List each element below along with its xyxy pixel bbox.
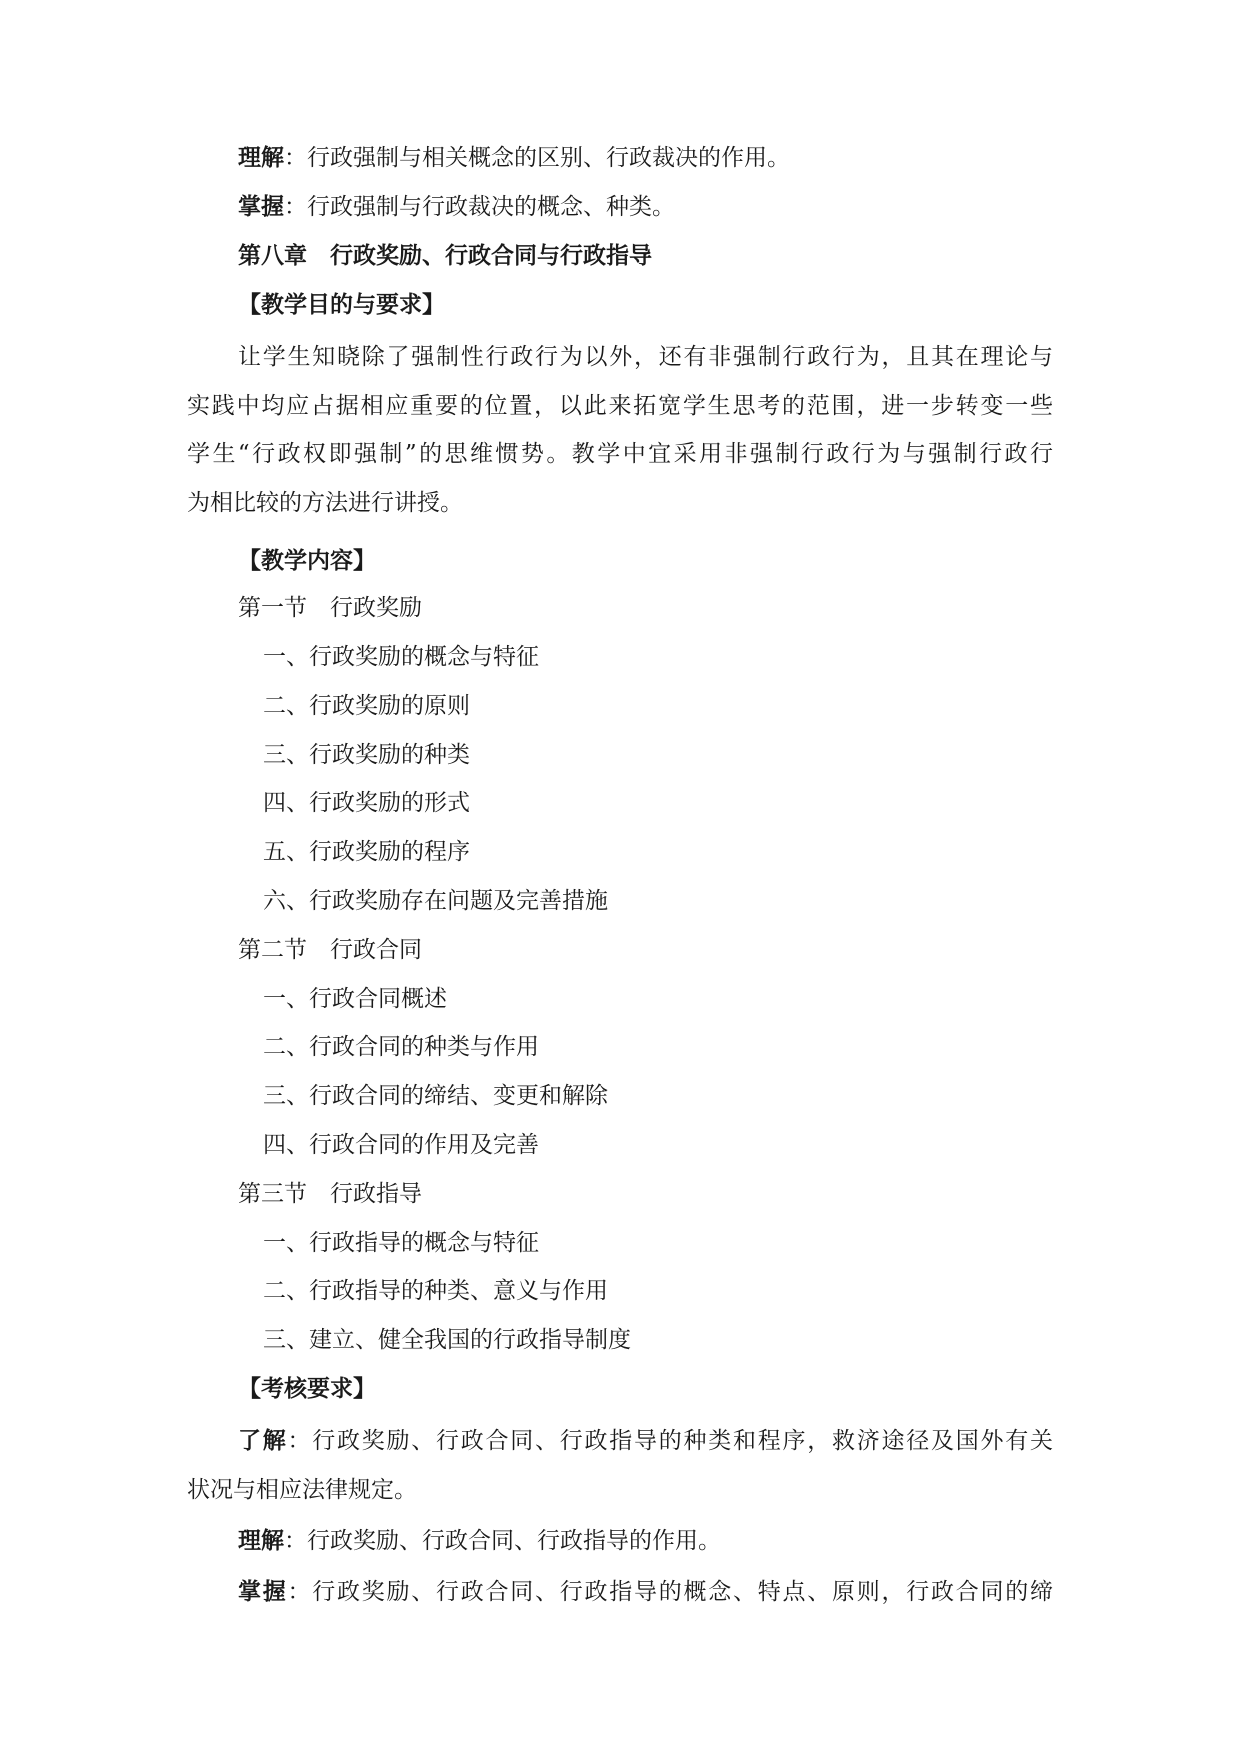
section-title: 第三节 行政指导	[238, 1181, 422, 1207]
know-colon: ：	[287, 1428, 313, 1454]
assessment-master-label: 掌握	[238, 1579, 288, 1605]
purpose-line-1: 让学生知晓除了强制性行政行为以外，还有非强制行政行为，且其在理论与	[238, 344, 1053, 370]
purpose-heading: 【教学目的与要求】	[238, 292, 445, 318]
list-item: 三、行政奖励的种类	[263, 742, 470, 768]
section-title: 第二节 行政合同	[238, 937, 422, 963]
master-label: 掌握	[238, 194, 284, 220]
list-item: 一、行政指导的概念与特征	[263, 1230, 539, 1256]
purpose-line-2: 实践中均应占据相应重要的位置，以此来拓宽学生思考的范围，进一步转变一些	[187, 393, 1053, 419]
assessment-understand	[238, 1526, 721, 1556]
assessment-understand-text: 行政奖励、行政合同、行政指导的作用。	[307, 1528, 721, 1554]
understand-text: 行政强制与相关概念的区别、行政裁决的作用。	[307, 145, 790, 171]
list-item: 二、行政合同的种类与作用	[263, 1034, 539, 1060]
list-item: 四、行政合同的作用及完善	[263, 1132, 539, 1158]
list-item: 三、建立、健全我国的行政指导制度	[263, 1327, 631, 1353]
list-item: 四、行政奖励的形式	[263, 790, 470, 816]
assessment-understand-colon: ：	[284, 1528, 307, 1554]
understand-colon: ：	[284, 145, 307, 171]
list-item: 一、行政奖励的概念与特征	[263, 644, 539, 670]
list-item: 二、行政指导的种类、意义与作用	[263, 1278, 608, 1304]
purpose-line-4: 为相比较的方法进行讲授。	[187, 490, 463, 516]
master-colon: ：	[284, 194, 307, 220]
assessment-master-colon: ：	[287, 1579, 313, 1605]
list-item: 六、行政奖励存在问题及完善措施	[263, 888, 608, 914]
understand-label: 理解	[238, 145, 284, 171]
assessment-heading: 【考核要求】	[238, 1376, 376, 1402]
know-text-line2: 状况与相应法律规定。	[187, 1477, 417, 1503]
chapter-title: 第八章 行政奖励、行政合同与行政指导	[238, 243, 652, 269]
master-requirement	[238, 192, 675, 222]
content-heading: 【教学内容】	[238, 548, 376, 574]
know-requirement	[238, 1426, 1053, 1456]
list-item: 一、行政合同概述	[263, 986, 447, 1012]
assessment-understand-label: 理解	[238, 1528, 284, 1554]
understand-requirement	[238, 143, 790, 173]
assessment-master	[238, 1577, 1053, 1607]
know-text-line1: 行政奖励、行政合同、行政指导的种类和程序，救济途径及国外有关	[312, 1428, 1053, 1454]
list-item: 三、行政合同的缔结、变更和解除	[263, 1083, 608, 1109]
know-label: 了解	[238, 1428, 288, 1454]
list-item: 二、行政奖励的原则	[263, 693, 470, 719]
list-item: 五、行政奖励的程序	[263, 839, 470, 865]
purpose-line-3: 学生“行政权即强制”的思维惯势。教学中宜采用非强制行政行为与强制行政行	[187, 441, 1053, 467]
master-text: 行政强制与行政裁决的概念、种类。	[307, 194, 675, 220]
assessment-master-text: 行政奖励、行政合同、行政指导的概念、特点、原则，行政合同的缔	[312, 1579, 1053, 1605]
section-title: 第一节 行政奖励	[238, 595, 422, 621]
